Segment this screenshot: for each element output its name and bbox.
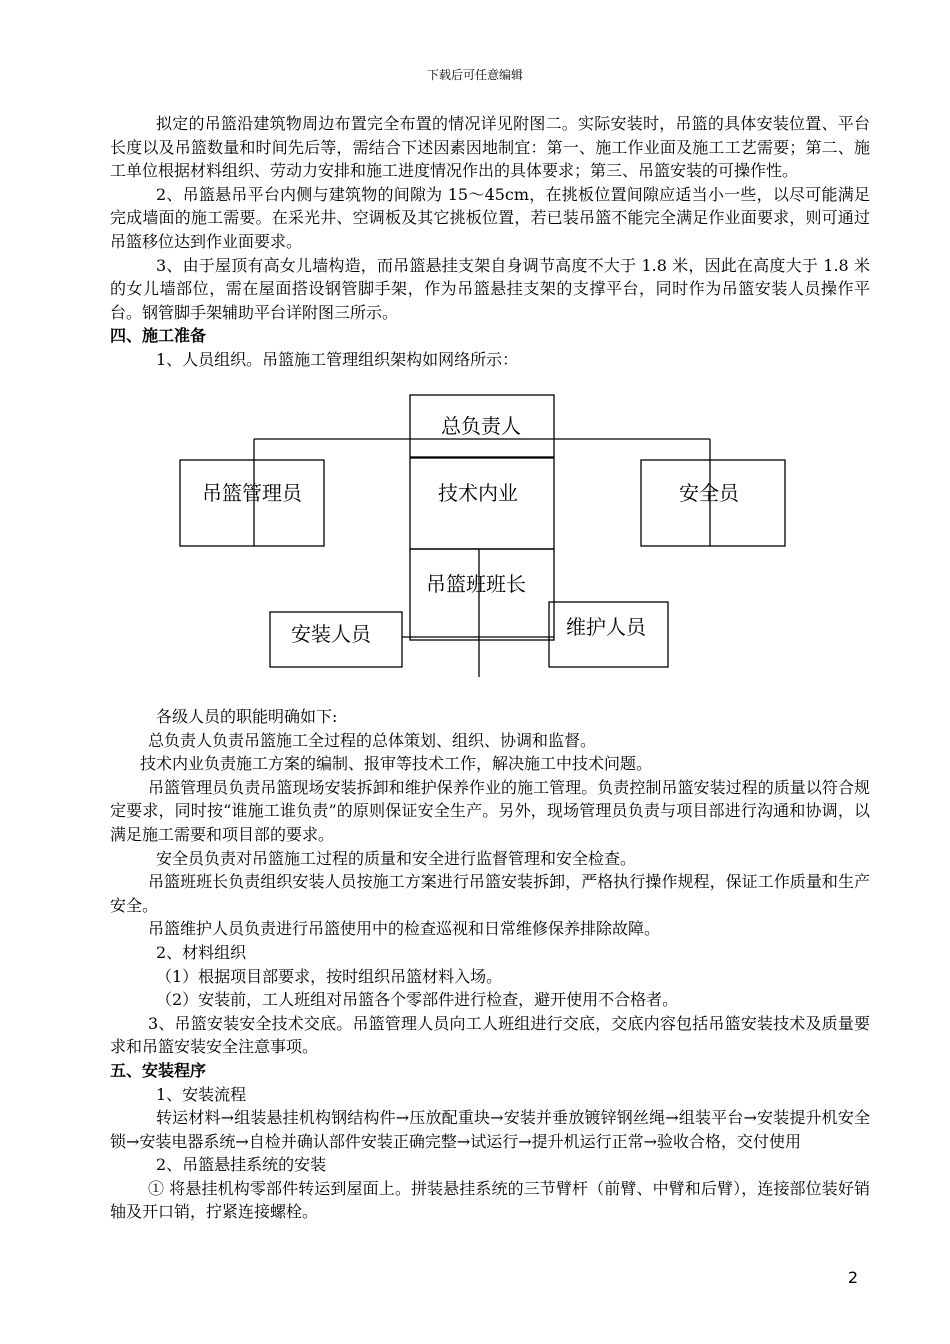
page-number: 2 [847, 1268, 858, 1287]
org-label-maintainer: 维护人员 [566, 615, 646, 639]
paragraph-duty-leader: 总负责人负责吊篮施工全过程的总体策划、组织、协调和监督。 [148, 730, 597, 750]
org-label-leader: 总负责人 [441, 414, 521, 438]
section-heading-5: 五、安装程序 [110, 1060, 207, 1080]
paragraph-gap: 2、吊篮悬吊平台内侧与建筑物的间隙为 15～45cm，在挑板位置间隙应适当小一些，以尽可能满足完成墙面的施工需要。在采光井、空调板及其它挑板位置，若已装吊篮不能完全满足作业面要求，则可通过吊篮移位达到作业面要求。 [110, 184, 870, 251]
paragraph-materials: 2、材料组织 [156, 942, 247, 962]
paragraph-materials-1: （1）根据项目部要求，按时组织吊篮材料入场。 [156, 966, 503, 986]
paragraph-duty-safety: 安全员负责对吊篮施工过程的质量和安全进行监督管理和安全检查。 [156, 848, 637, 868]
org-label-manager: 吊篮管理员 [202, 481, 302, 505]
paragraph-personnel: 1、人员组织。吊篮施工管理组织架构如网络所示： [156, 349, 519, 369]
header-note: 下载后可任意编辑 [426, 68, 523, 82]
org-label-tech: 技术内业 [438, 481, 518, 505]
paragraph-parapet: 3、由于屋顶有高女儿墙构造，而吊篮悬挂支架自身调节高度不大于 1.8 米，因此在高度大于 1.8 米的女儿墙部位，需在屋面搭设钢管脚手架，作为吊篮悬挂支架的支撑平台，同时作为吊篮安装人员操作平台。钢管脚手架辅助平台详附图三所示。 [110, 255, 870, 322]
paragraph-suspension-step1: ① 将悬挂机构零部件转运到屋面上。拼装悬挂系统的三节臂杆（前臂、中臂和后臂），连接部位装好销轴及开口销，拧紧连接螺栓。 [110, 1178, 870, 1222]
paragraph-duty-maintainer: 吊篮维护人员负责进行吊篮使用中的检查巡视和日常维修保养排除故障。 [148, 919, 661, 939]
bottom-text-block [110, 705, 870, 1224]
paragraph-duties-intro: 各级人员的职能明确如下: [156, 707, 338, 726]
paragraph-flow-title: 1、安装流程 [156, 1084, 247, 1104]
paragraph-suspension-title: 2、吊篮悬挂系统的安装 [156, 1155, 327, 1175]
paragraph-duty-foreman: 吊篮班班长负责组织安装人员按施工方案进行吊篮安装拆卸，严格执行操作规程，保证工作质量和生产安全。 [110, 872, 870, 915]
paragraph-briefing: 3、吊篮安装安全技术交底。吊篮管理人员向工人班组进行交底，交底内容包括吊篮安装技术及质量要求和吊篮安装安全注意事项。 [110, 1013, 870, 1057]
section-heading-4: 四、施工准备 [110, 326, 207, 346]
org-label-foreman: 吊篮班班长 [426, 572, 526, 596]
paragraph-duty-tech: 技术内业负责施工方案的编制、报审等技术工作，解决施工中技术问题。 [140, 754, 653, 774]
org-label-safety: 安全员 [679, 481, 739, 505]
paragraph-layout-factors: 拟定的吊篮沿建筑物周边布置完全布置的情况详见附图二。实际安装时，吊篮的具体安装位置、平台长度以及吊篮数量和时间先后等，需结合下述因素因地制宜：第一、施工作业面及施工工艺需要；第二、施工单位根据材料组织、劳动力安排和施工进度情况作出的具体要求；第三、吊篮安装的可操作性。 [110, 114, 870, 181]
org-label-installer: 安装人员 [291, 622, 371, 646]
paragraph-materials-2: （2）安装前，工人班组对吊篮各个零部件进行检查，避开使用不合格者。 [156, 990, 679, 1010]
paragraph-flow: 转运材料→组装悬挂机构钢结构件→压放配重块→安装并垂放镀锌钢丝绳→组装平台→安装提升机安全锁→安装电器系统→自检并确认部件安装正确完整→试运行→提升机运行正常→验收合格，交付使用 [110, 1108, 870, 1151]
paragraph-duty-manager: 吊篮管理员负责吊篮现场安装拆卸和维护保养作业的施工管理。负责控制吊篮安装过程的质量以符合规定要求，同时按“谁施工谁负责”的原则保证安全生产。另外，现场管理员负责与项目部进行沟通和协调，以满足施工需要和项目部的要求。 [110, 777, 870, 844]
top-text-block [110, 112, 870, 372]
